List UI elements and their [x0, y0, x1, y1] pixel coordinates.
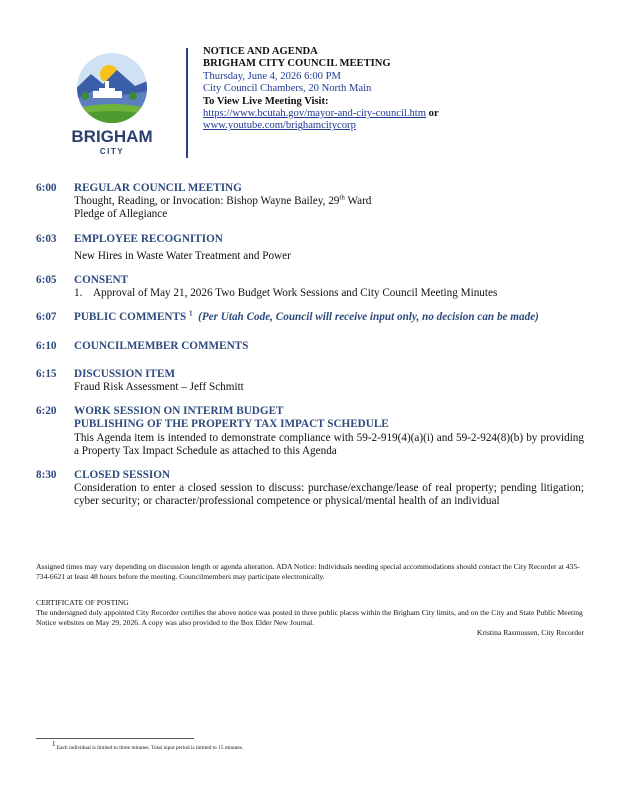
agenda-item-closed-session — [36, 469, 584, 509]
item-title: WORK SESSION ON INTERIM BUDGET — [74, 405, 284, 418]
item-line: Pledge of Allegiance — [74, 208, 168, 221]
notice-title: NOTICE AND AGENDA — [203, 46, 318, 57]
logo-subname: CITY — [99, 147, 125, 156]
link-row-1 — [203, 108, 439, 120]
agenda-item-regular — [36, 182, 584, 222]
item-title — [74, 311, 584, 324]
item-title: COUNCILMEMBER COMMENTS — [74, 339, 249, 352]
meeting-header — [203, 46, 439, 133]
item-line: New Hires in Waste Water Treatment and Power — [74, 249, 291, 262]
meeting-date: Thursday, June 4, 2026 6:00 PM — [203, 70, 341, 82]
item-body: Consideration to enter a closed session to discuss: purchase/exchange/lease of real property; pending litigation; cyber security; or character/professional competence or physical/mental health of an individual — [74, 482, 584, 508]
item-title: REGULAR COUNCIL MEETING — [74, 182, 242, 194]
certificate-body: The undersigned duly appointed City Recorder certifies the above notice was posted in three public places within the Brigham City limits, and on the City and State Public Meeting Notice websites on May 29, 2026. A copy was also provided to the Box Elder New Journal. — [36, 608, 583, 627]
agenda-item-recognition — [36, 233, 584, 263]
item-time: 8:30 — [36, 469, 57, 482]
logo-name: BRIGHAM — [71, 127, 153, 146]
item-time: 6:05 — [36, 274, 57, 287]
item-time: 6:20 — [36, 405, 57, 418]
youtube-link[interactable]: www.youtube.com/brighamcitycorp — [203, 120, 356, 132]
item-subtitle: PUBLISHING OF THE PROPERTY TAX IMPACT SCHEDULE — [74, 418, 389, 431]
recorder-signature: Kristina Rasmussen, City Recorder — [476, 628, 584, 637]
item-body: This Agenda item is intended to demonstrate compliance with 59-2-919(4)(a)(i) and 59-2-924(8)(b) by providing a Property Tax Impact Schedule as attached to this Agenda — [74, 431, 584, 457]
item-line: Fraud Risk Assessment – Jeff Schmitt — [74, 381, 244, 394]
item-time: 6:07 — [36, 311, 57, 324]
link-row-2 — [203, 120, 439, 132]
ordinal-sup: th — [339, 193, 345, 202]
footnote-text: Each individual is limited to three minutes. Total input period is limited to 15 minutes. — [56, 744, 244, 751]
council-website-link[interactable]: https://www.bcutah.gov/mayor-and-city-council.htm — [203, 108, 426, 120]
ada-notice: Assigned times may vary depending on discussion length or agenda alteration. ADA Notice: Individuals needing special accommodations should contact the City Recorder at 435-734-6621 at least 48 hours before the meeting. Councilmembers may participate electronically. — [36, 562, 580, 581]
agenda-item-discussion — [36, 368, 584, 394]
agenda — [36, 182, 584, 509]
header-divider — [186, 48, 188, 158]
item-title: DISCUSSION ITEM — [74, 367, 176, 380]
item-time: 6:10 — [36, 339, 57, 352]
item-line — [74, 195, 584, 208]
logo-emblem — [55, 50, 170, 162]
agenda-item-public-comments — [36, 311, 584, 324]
public-note: (Per Utah Code, Council will receive input only, no decision can be made) — [198, 311, 539, 324]
item-time: 6:00 — [36, 182, 57, 194]
ward-text: Ward — [344, 195, 372, 208]
footnote-ref: 1 — [189, 309, 193, 318]
footnote — [52, 740, 244, 752]
meeting-title: BRIGHAM CITY COUNCIL MEETING — [203, 58, 391, 70]
item-title: CONSENT — [74, 274, 129, 287]
agenda-item-work-session — [36, 405, 584, 458]
live-label: To View Live Meeting Visit: — [203, 95, 329, 107]
agenda-item-councilmember — [36, 340, 584, 353]
item-title: CLOSED SESSION — [74, 469, 171, 482]
certificate-heading: CERTIFICATE OF POSTING — [36, 598, 129, 607]
item-title: EMPLOYEE RECOGNITION — [74, 232, 223, 245]
agenda-item-consent — [36, 274, 584, 300]
footnote-mark: 1 — [52, 740, 56, 748]
invocation-text: Thought, Reading, or Invocation: Bishop Wayne Bailey, 29 — [74, 195, 340, 208]
meeting-location: City Council Chambers, 20 North Main — [203, 83, 372, 95]
or-text: or — [428, 108, 439, 120]
item-time: 6:15 — [36, 367, 57, 380]
item-line: 1. Approval of May 21, 2026 Two Budget Work Sessions and City Council Meeting Minutes — [74, 287, 498, 300]
certificate-of-posting — [36, 598, 584, 638]
footnote-separator — [36, 738, 194, 739]
item-time: 6:03 — [36, 232, 57, 245]
brigham-city-logo — [55, 50, 170, 162]
public-title-text: PUBLIC COMMENTS — [74, 311, 187, 324]
